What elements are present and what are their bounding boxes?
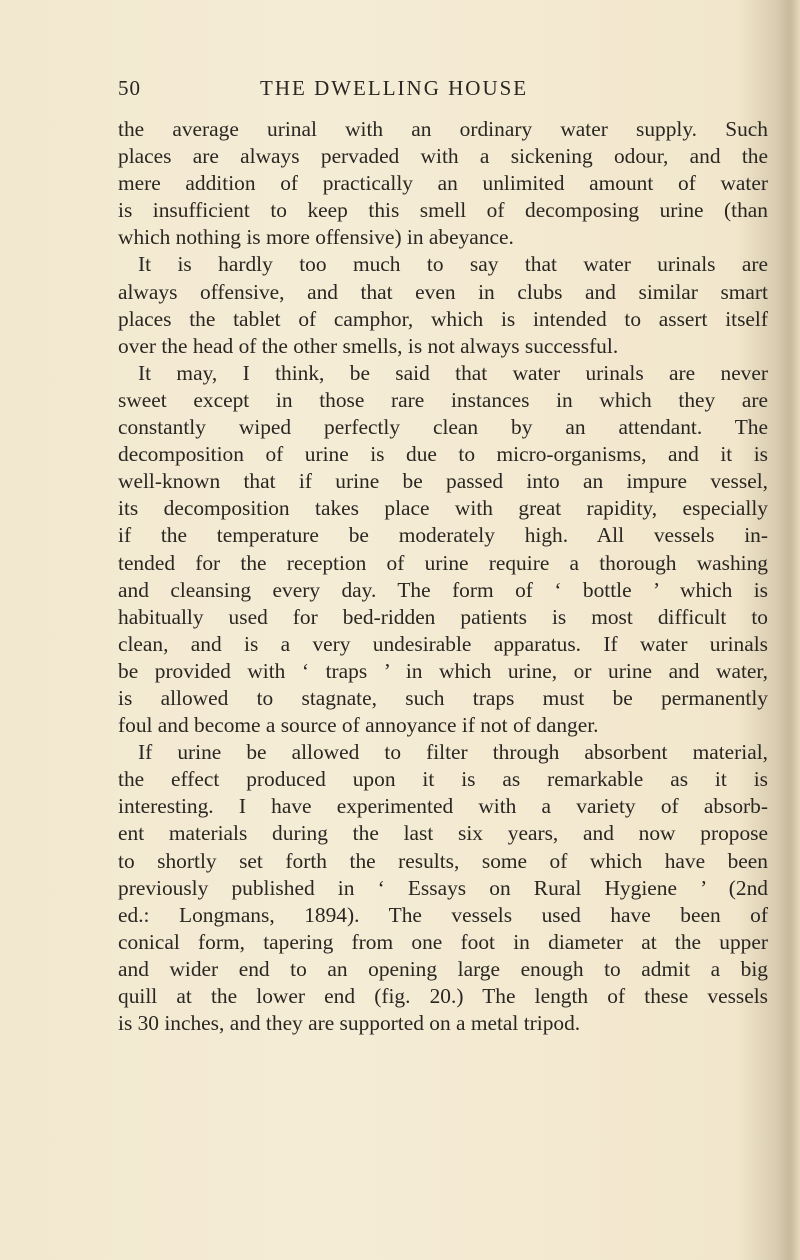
text-line: ent materials during the last six years, and now propose [118,821,768,846]
text-line: is allowed to stagnate, such traps must be permanently [118,685,768,710]
text-line: places are always pervaded with a sickening odour, and the [118,144,768,169]
text-line: sweet except in those rare instances in which they are [118,387,768,412]
text-line: It may, I think, be said that water urinals are never [138,360,768,385]
text-line: places the tablet of camphor, which is intended to assert itself [118,306,768,331]
text-line: is insufficient to keep this smell of decomposing urine (than [118,198,768,223]
text-line: always offensive, and that even in clubs and similar smart [118,279,768,304]
text-line: and wider end to an opening large enough to admit a big [118,956,768,981]
text-line: interesting. I have experimented with a variety of absorb- [118,794,768,819]
text-line: its decomposition takes place with great rapidity, especially [118,496,768,521]
text-line: the average urinal with an ordinary water supply. Such [118,117,768,141]
page-edge-shadow [786,0,800,1260]
text-line: mere addition of practically an unlimited amount of water [118,171,768,196]
text-line: quill at the lower end (fig. 20.) The length of these vessels [118,984,768,1008]
running-head: THE DWELLING HOUSE [260,76,529,100]
text-line: the effect produced upon it is as remarkable as it is [118,767,768,792]
text-line: habitually used for bed-ridden patients is most difficult to [118,604,768,629]
text-line: to shortly set forth the results, some of which have been [118,848,768,873]
text-line: be provided with ‘ traps ’ in which urine, or urine and water, [118,658,768,683]
text-line: and cleansing every day. The form of ‘ bottle ’ which is [118,577,768,602]
text-line: conical form, tapering from one foot in diameter at the upper [118,929,768,954]
text-line: ed.: Longmans, 1894). The vessels used have been of [118,902,768,927]
body-text [118,116,768,1037]
text-line: previously published in ‘ Essays on Rural Hygiene ’ (2nd [118,875,768,900]
text-line: if the temperature be moderately high. All vessels in- [118,523,768,548]
text-line: clean, and is a very undesirable apparatus. If water urinals [118,631,768,656]
text-line: It is hardly too much to say that water urinals are [138,252,768,277]
text-line: well-known that if urine be passed into an impure vessel, [118,469,768,494]
page-number: 50 [118,76,141,100]
text-line: over the head of the other smells, is not always successful. [118,333,619,358]
text-line: If urine be allowed to filter through absorbent material, [138,740,768,765]
text-line: is 30 inches, and they are supported on a metal tripod. [118,1011,581,1036]
text-line: decomposition of urine is due to micro-organisms, and it is [118,442,768,467]
text-line: which nothing is more offensive) in abeyance. [118,225,514,250]
text-line: tended for the reception of urine require a thorough washing [118,550,768,575]
text-line: constantly wiped perfectly clean by an attendant. The [118,415,768,440]
text-line: foul and become a source of annoyance if not of danger. [118,713,599,738]
